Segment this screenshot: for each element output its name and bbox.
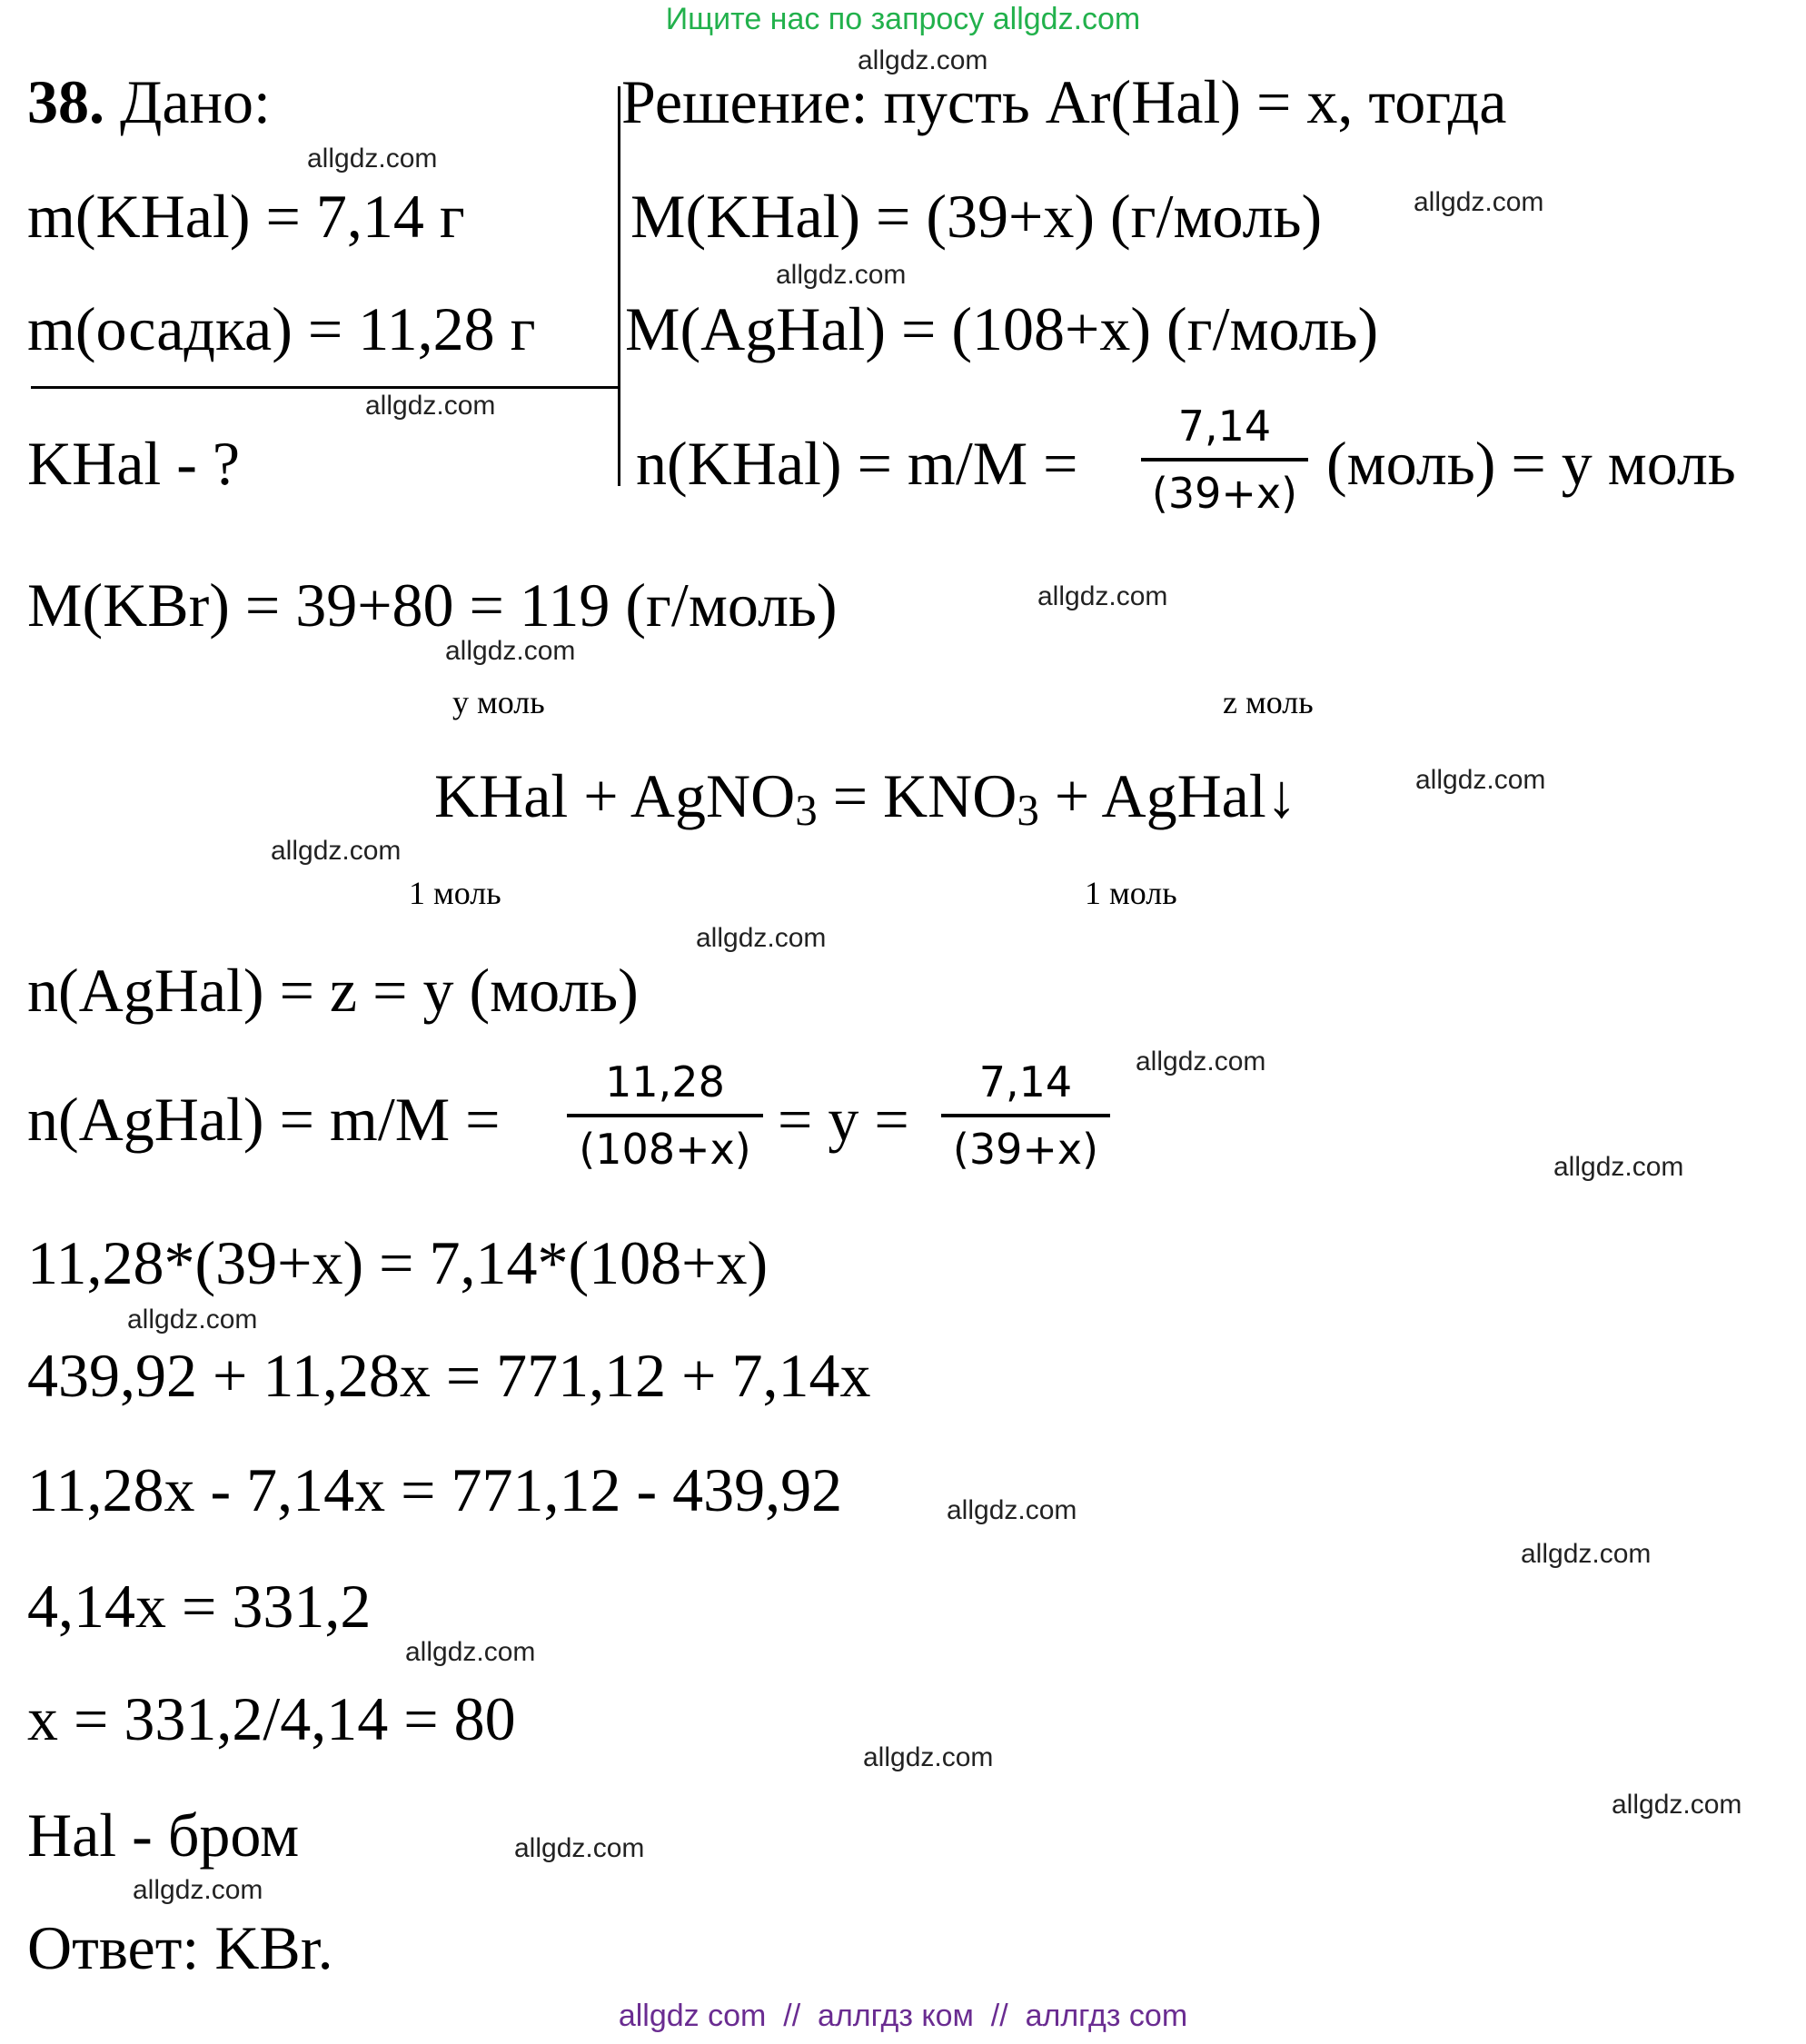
reaction-below-right: 1 моль: [1085, 875, 1177, 911]
reaction-part-2: = KNO: [817, 761, 1017, 830]
watermark: allgdz.com: [947, 1495, 1077, 1525]
watermark: allgdz.com: [365, 391, 496, 421]
reaction-above-right: z моль: [1223, 684, 1314, 720]
fraction-denominator: (39+x): [952, 1125, 1099, 1174]
n-aghal-line: n(AgHal) = z = y (моль): [27, 956, 639, 1025]
molar-mass-kbr: M(KBr) = 39+80 = 119 (г/моль): [27, 571, 838, 640]
solution-line-4-suffix: (моль) = y моль: [1326, 429, 1736, 498]
watermark: allgdz.com: [514, 1833, 645, 1863]
watermark: allgdz.com: [405, 1637, 536, 1667]
fraction-numerator: 7,14: [1177, 402, 1272, 451]
equation-3: 11,28x - 7,14x = 771,12 - 439,92: [27, 1455, 843, 1524]
top-banner: Ищите нас по запросу allgdz.com: [665, 2, 1141, 36]
watermark: allgdz.com: [127, 1305, 258, 1335]
given-mass-precipitate: m(осадка) = 11,28 г: [27, 294, 536, 363]
n-aghal-middle: = y =: [778, 1085, 909, 1154]
fraction-n-aghal-1: [567, 1057, 763, 1174]
fraction-bar: [567, 1114, 763, 1117]
find-label: KHal - ?: [27, 429, 241, 498]
answer: Ответ: KBr.: [27, 1913, 333, 1982]
fraction-numerator: 7,14: [978, 1057, 1073, 1106]
watermark: allgdz.com: [1612, 1790, 1742, 1820]
solution-line-3: M(AgHal) = (108+x) (г/моль): [625, 294, 1379, 363]
solution-line-1: Решение: пусть Ar(Hal) = x, тогда: [621, 67, 1507, 136]
reaction-sub-2: 3: [1017, 784, 1039, 835]
reaction-equation: [434, 761, 1297, 835]
watermark: allgdz.com: [307, 144, 438, 174]
n-aghal-fraction-prefix: n(AgHal) = m/M =: [27, 1085, 501, 1154]
reaction-above-left: y моль: [452, 684, 545, 720]
footer-watermark: allgdz com // аллгдз ком // аллгдз com: [618, 1999, 1188, 2033]
fraction-bar: [941, 1114, 1110, 1117]
fraction-numerator: 11,28: [605, 1057, 725, 1106]
watermark: allgdz.com: [863, 1742, 994, 1772]
watermark: allgdz.com: [1037, 581, 1168, 611]
watermark: allgdz.com: [271, 836, 402, 866]
halogen-result: Hal - бром: [27, 1801, 300, 1870]
reaction-part-1: KHal + AgNO: [434, 761, 796, 830]
given-divider: [31, 386, 620, 389]
fraction-n-khal: [1141, 402, 1308, 518]
fraction-n-aghal-2: [941, 1057, 1110, 1174]
task-header: [27, 67, 271, 136]
watermark: allgdz.com: [1136, 1047, 1266, 1077]
fraction-denominator: (108+x): [579, 1125, 751, 1174]
fraction-denominator: (39+x): [1151, 469, 1298, 518]
equation-2: 439,92 + 11,28x = 771,12 + 7,14x: [27, 1341, 871, 1410]
equation-1: 11,28*(39+x) = 7,14*(108+x): [27, 1228, 769, 1297]
watermark: allgdz.com: [1414, 187, 1544, 217]
given-label: Дано:: [120, 67, 271, 136]
solution-line-2: M(KHal) = (39+x) (г/моль): [630, 182, 1323, 251]
task-number: 38.: [27, 67, 104, 136]
watermark: allgdz.com: [696, 923, 827, 953]
given-vertical-divider: [618, 86, 620, 486]
equation-5: x = 331,2/4,14 = 80: [27, 1684, 516, 1753]
watermark: allgdz.com: [133, 1875, 263, 1905]
solution-line-4-prefix: n(KHal) = m/M =: [636, 429, 1078, 498]
watermark: allgdz.com: [445, 636, 576, 666]
watermark: allgdz.com: [1553, 1152, 1684, 1182]
watermark: allgdz.com: [1521, 1539, 1652, 1569]
reaction-part-3: + AgHal↓: [1038, 761, 1297, 830]
fraction-bar: [1141, 458, 1308, 461]
watermark: allgdz.com: [858, 45, 988, 75]
watermark: allgdz.com: [776, 260, 907, 290]
reaction-below-left: 1 моль: [409, 875, 501, 911]
watermark: allgdz.com: [1415, 765, 1546, 795]
equation-4: 4,14x = 331,2: [27, 1572, 372, 1641]
reaction-sub-1: 3: [795, 784, 818, 835]
given-mass-khal: m(KHal) = 7,14 г: [27, 182, 465, 251]
